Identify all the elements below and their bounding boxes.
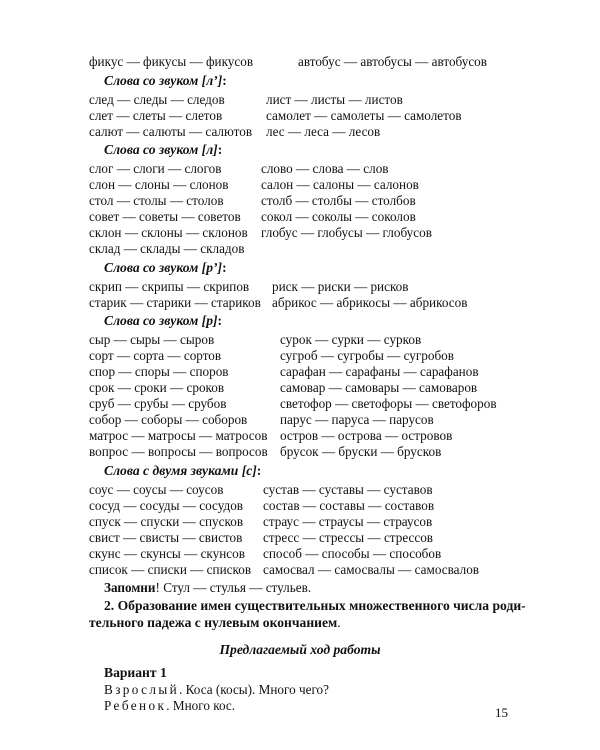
- word-row: парус — паруса — парусов: [280, 412, 434, 427]
- word-row: способ — способы — способов: [263, 546, 442, 561]
- section-heading: Слова со звуком [р]:: [104, 313, 223, 328]
- word-row: скрип — скрипы — скрипов: [89, 279, 250, 294]
- word-row: сруб — срубы — срубов: [89, 396, 227, 411]
- remember-note: Запомни! Стул — стулья — стульев.: [104, 580, 312, 595]
- word-row: самовар — самовары — самоваров: [280, 380, 478, 395]
- word-row: спор — споры — споров: [89, 364, 229, 379]
- word-row: лес — леса — лесов: [266, 124, 381, 139]
- word-row: самолет — самолеты — самолетов: [266, 108, 462, 123]
- word-row: след — следы — следов: [89, 92, 225, 107]
- page-number: 15: [495, 705, 508, 720]
- word-row: спуск — спуски — спусков: [89, 514, 244, 529]
- word-row: собор — соборы — соборов: [89, 412, 248, 427]
- word-row: слон — слоны — слонов: [89, 177, 229, 192]
- word-row: салон — салоны — салонов: [261, 177, 419, 192]
- word-row: слет — слеты — слетов: [89, 108, 223, 123]
- word-row: абрикос — абрикосы — абрикосов: [272, 295, 468, 310]
- word-row: сугроб — сугробы — сугробов: [280, 348, 454, 363]
- word-row: срок — сроки — сроков: [89, 380, 225, 395]
- variant-heading: Вариант 1: [104, 665, 167, 680]
- word-row: сокол — соколы — соколов: [261, 209, 416, 224]
- task-heading: тельного падежа с нулевым окончанием.: [89, 615, 341, 630]
- dialog-line: Взрослый. Коса (косы). Много чего?: [104, 682, 330, 697]
- word-row: сарафан — сарафаны — сарафанов: [280, 364, 479, 379]
- word-row: фикус — фикусы — фикусов: [89, 54, 254, 69]
- word-row: состав — составы — составов: [263, 498, 435, 513]
- word-row: сосуд — сосуды — сосудов: [89, 498, 244, 513]
- word-row: стресс — стрессы — стрессов: [263, 530, 434, 545]
- word-row: список — списки — списков: [89, 562, 252, 577]
- word-row: столб — столбы — столбов: [261, 193, 416, 208]
- word-row: автобус — автобусы — автобусов: [298, 54, 488, 69]
- word-row: сыр — сыры — сыров: [89, 332, 215, 347]
- word-row: скунс — скунсы — скунсов: [89, 546, 245, 561]
- word-row: сорт — сорта — сортов: [89, 348, 222, 363]
- word-row: остров — острова — островов: [280, 428, 453, 443]
- word-row: склад — склады — складов: [89, 241, 245, 256]
- word-row: салют — салюты — салютов: [89, 124, 253, 139]
- word-row: склон — склоны — склонов: [89, 225, 248, 240]
- word-row: брусок — бруски — брусков: [280, 444, 442, 459]
- dialog-line: Ребенок. Много кос.: [104, 698, 236, 713]
- word-row: соус — соусы — соусов: [89, 482, 224, 497]
- word-row: вопрос — вопросы — вопросов: [89, 444, 268, 459]
- section-heading: Слова со звуком [л]:: [104, 142, 223, 157]
- word-row: свист — свисты — свистов: [89, 530, 243, 545]
- word-row: старик — старики — стариков: [89, 295, 261, 310]
- word-row: светофор — светофоры — светофоров: [280, 396, 497, 411]
- word-row: сурок — сурки — сурков: [280, 332, 422, 347]
- task-heading: 2. Образование имен существительных множественного числа роди-: [104, 598, 526, 613]
- word-row: самосвал — самосвалы — самосвалов: [263, 562, 480, 577]
- word-row: совет — советы — советов: [89, 209, 241, 224]
- section-heading: Слова с двумя звуками [с]:: [104, 463, 262, 478]
- word-row: слово — слова — слов: [261, 161, 389, 176]
- word-row: матрос — матросы — матросов: [89, 428, 268, 443]
- word-row: риск — риски — рисков: [272, 279, 409, 294]
- word-row: стол — столы — столов: [89, 193, 224, 208]
- word-row: лист — листы — листов: [266, 92, 403, 107]
- word-row: страус — страусы — страусов: [263, 514, 433, 529]
- section-heading: Слова со звуком [л’]:: [104, 73, 227, 88]
- procedure-title: Предлагаемый ход работы: [219, 642, 381, 657]
- word-row: глобус — глобусы — глобусов: [261, 225, 432, 240]
- word-row: слог — слоги — слогов: [89, 161, 222, 176]
- word-row: сустав — суставы — суставов: [263, 482, 433, 497]
- section-heading: Слова со звуком [р’]:: [104, 260, 227, 275]
